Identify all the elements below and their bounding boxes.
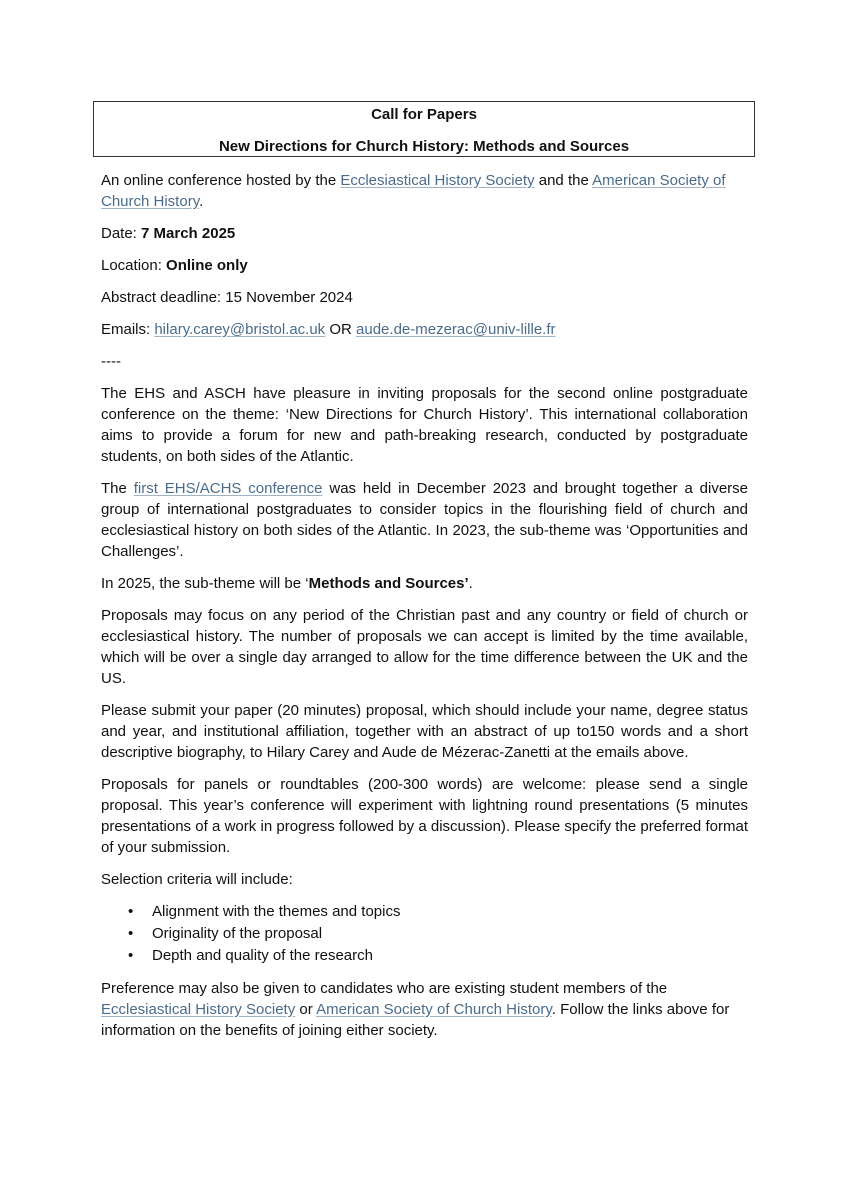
closing-suffix: . Follow the links above for information on the benefits of joining either society.	[101, 1001, 730, 1039]
para3-prefix: In 2025, the sub-theme will be ‘	[101, 575, 309, 592]
criteria-text: Originality of the proposal	[152, 925, 323, 942]
paragraph-submission: Please submit your paper (20 minutes) proposal, which should include your name, degree status and year, and institutional affiliation, together with an abstract of up to150 words and a short descriptive biography, to Hilary Carey and Aude de Mézerac-Zanetti at the emails above.	[101, 702, 748, 761]
paragraph-preference	[101, 978, 748, 1041]
asch-link[interactable]: American Society of Church History	[101, 172, 726, 210]
ehs-link-closing[interactable]: Ecclesiastical History Society	[101, 1001, 296, 1018]
bullet-icon: •	[128, 947, 134, 964]
date-value: 7 March 2025	[141, 225, 236, 242]
paragraph-sub-theme	[101, 573, 748, 594]
paragraph-invitation: The EHS and ASCH have pleasure in inviting proposals for the second online postgraduate conference on the theme: ‘New Directions for Church History’. This international collaboration aims to provide a forum for new and path-breaking research, conducted by postgraduate students, on both sides of the Atlantic.	[101, 385, 748, 465]
page-subtitle: New Directions for Church History: Methods and Sources	[218, 138, 630, 155]
asch-link-closing[interactable]: American Society of Church History	[316, 1001, 552, 1018]
email-link-carey[interactable]: hilary.carey@bristol.ac.uk	[154, 321, 326, 338]
intro-middle: and the	[534, 172, 593, 189]
bullet-icon: •	[128, 925, 134, 942]
closing-prefix: Preference may also be given to candidates who are existing student members of the	[101, 980, 668, 997]
date-label: Date:	[101, 225, 142, 242]
first-conference-link[interactable]: first EHS/ACHS conference	[133, 480, 323, 497]
intro-suffix: .	[199, 193, 204, 210]
paragraph-first-conference	[101, 478, 748, 562]
document-body	[101, 170, 748, 1052]
emails-or: OR	[325, 321, 357, 338]
abstract-deadline: Abstract deadline: 15 November 2024	[101, 289, 353, 306]
para2-prefix: The	[101, 480, 134, 497]
location-value: Online only	[166, 257, 248, 274]
paragraph-panels: Proposals for panels or roundtables (200-300 words) are welcome: please send a single proposal. This year’s conference will experiment with lightning round presentations (5 minutes presentations of a work in progress followed by a discussion). Please specify the preferred format of your submission.	[101, 776, 748, 856]
date-line	[101, 223, 748, 244]
criteria-text: Alignment with the themes and topics	[152, 903, 401, 920]
email-link-mezerac[interactable]: aude.de-mezerac@univ-lille.fr	[356, 321, 556, 338]
page-title: Call for Papers	[371, 106, 477, 123]
location-label: Location:	[101, 257, 167, 274]
separator: ----	[101, 353, 121, 370]
para2-suffix: was held in December 2023 and brought together a diverse group of international postgraduates to consider topics in the flourishing field of church and ecclesiastical history on both sides of the Atlantic. In 2023, the sub-theme was ‘Opportunities and Challenges’.	[101, 480, 748, 560]
intro-paragraph	[101, 170, 748, 212]
list-item	[101, 923, 748, 945]
criteria-list	[101, 901, 748, 967]
selection-intro: Selection criteria will include:	[101, 871, 293, 888]
para3-suffix: .	[468, 575, 473, 592]
paragraph-proposals-scope: Proposals may focus on any period of the Christian past and any country or field of church or ecclesiastical history. The number of proposals we can accept is limited by the time available, which will be over a single day arranged to allow for the time difference between the UK and the US.	[101, 607, 748, 687]
title-box	[93, 101, 755, 157]
emails-line	[101, 319, 748, 340]
list-item	[101, 945, 748, 967]
bullet-icon: •	[128, 903, 134, 920]
ehs-link[interactable]: Ecclesiastical History Society	[340, 172, 535, 189]
sub-theme-name: Methods and Sources’	[308, 575, 469, 592]
location-line	[101, 255, 748, 276]
closing-middle: or	[295, 1001, 317, 1018]
list-item	[101, 901, 748, 923]
criteria-text: Depth and quality of the research	[152, 947, 373, 964]
intro-prefix: An online conference hosted by the	[101, 172, 341, 189]
emails-label: Emails:	[101, 321, 155, 338]
